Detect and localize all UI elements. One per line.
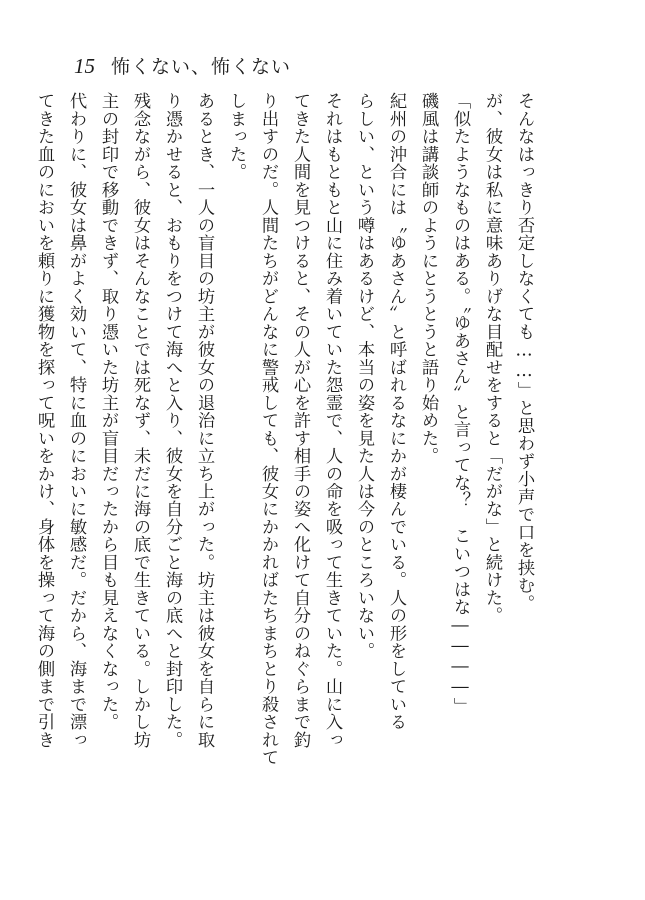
text-line: り出すのだ。人間たちがどんなに警戒しても、彼女にかかればたちまちとり殺されて bbox=[258, 92, 278, 767]
text-line: 磯風は講談師のようにとうとうと語り始めた。 bbox=[418, 92, 438, 465]
text-line: らしい、という噂はあるけど、本当の姿を見た人は今のところいない。 bbox=[354, 92, 374, 660]
text-line: てきた血のにおいを頼りに獲物を探って呪いをかけ、身体を操って海の側まで引き bbox=[34, 92, 54, 749]
text-line: 代わりに、彼女は鼻がよく効いて、特に血のにおいに敏感だ。だから、海まで漂っ bbox=[66, 92, 86, 749]
text-line: 紀州の沖合には〝ゆあさん〟と呼ばれるなにかが棲んでいる。人の形をしている bbox=[386, 92, 406, 731]
text-line: てきた人間を見つけると、その人が心を許す相手の姿へ化けて自分のねぐらまで釣 bbox=[290, 92, 310, 749]
text-line: り憑かせると、おもりをつけて海へと入り、彼女を自分ごと海の底へと封印した。 bbox=[162, 92, 182, 749]
chapter-title: 怖くない、怖くない bbox=[111, 56, 292, 78]
text-line: そんなはっきり否定しなくても……」と思わず小声で口を挟む。 bbox=[514, 92, 534, 612]
running-header bbox=[74, 52, 291, 82]
text-line: しまった。 bbox=[226, 92, 246, 181]
text-line: それはもともと山に住み着いていた怨霊で、人の命を吸って生きていた。山に入っ bbox=[322, 92, 342, 749]
text-line: 「似たようなものはある。〝ゆあさん〟と言ってな？ こいつはな――――」 bbox=[450, 92, 470, 716]
vertical-body-text bbox=[34, 92, 540, 852]
text-line: あるとき、一人の盲目の坊主が彼女の退治に立ち上がった。坊主は彼女を自らに取 bbox=[194, 92, 214, 749]
text-line: が、彼女は私に意味ありげな目配せをすると「だがな」と続けた。 bbox=[482, 92, 502, 625]
text-line: 残念ながら、彼女はそんなことでは死なず、未だに海の底で生きている。しかし坊 bbox=[130, 92, 150, 749]
page-number: 15 bbox=[74, 54, 95, 78]
text-line: 主の封印で移動できず、取り憑いた坊主が盲目だったから目も見えなくなった。 bbox=[98, 92, 118, 731]
